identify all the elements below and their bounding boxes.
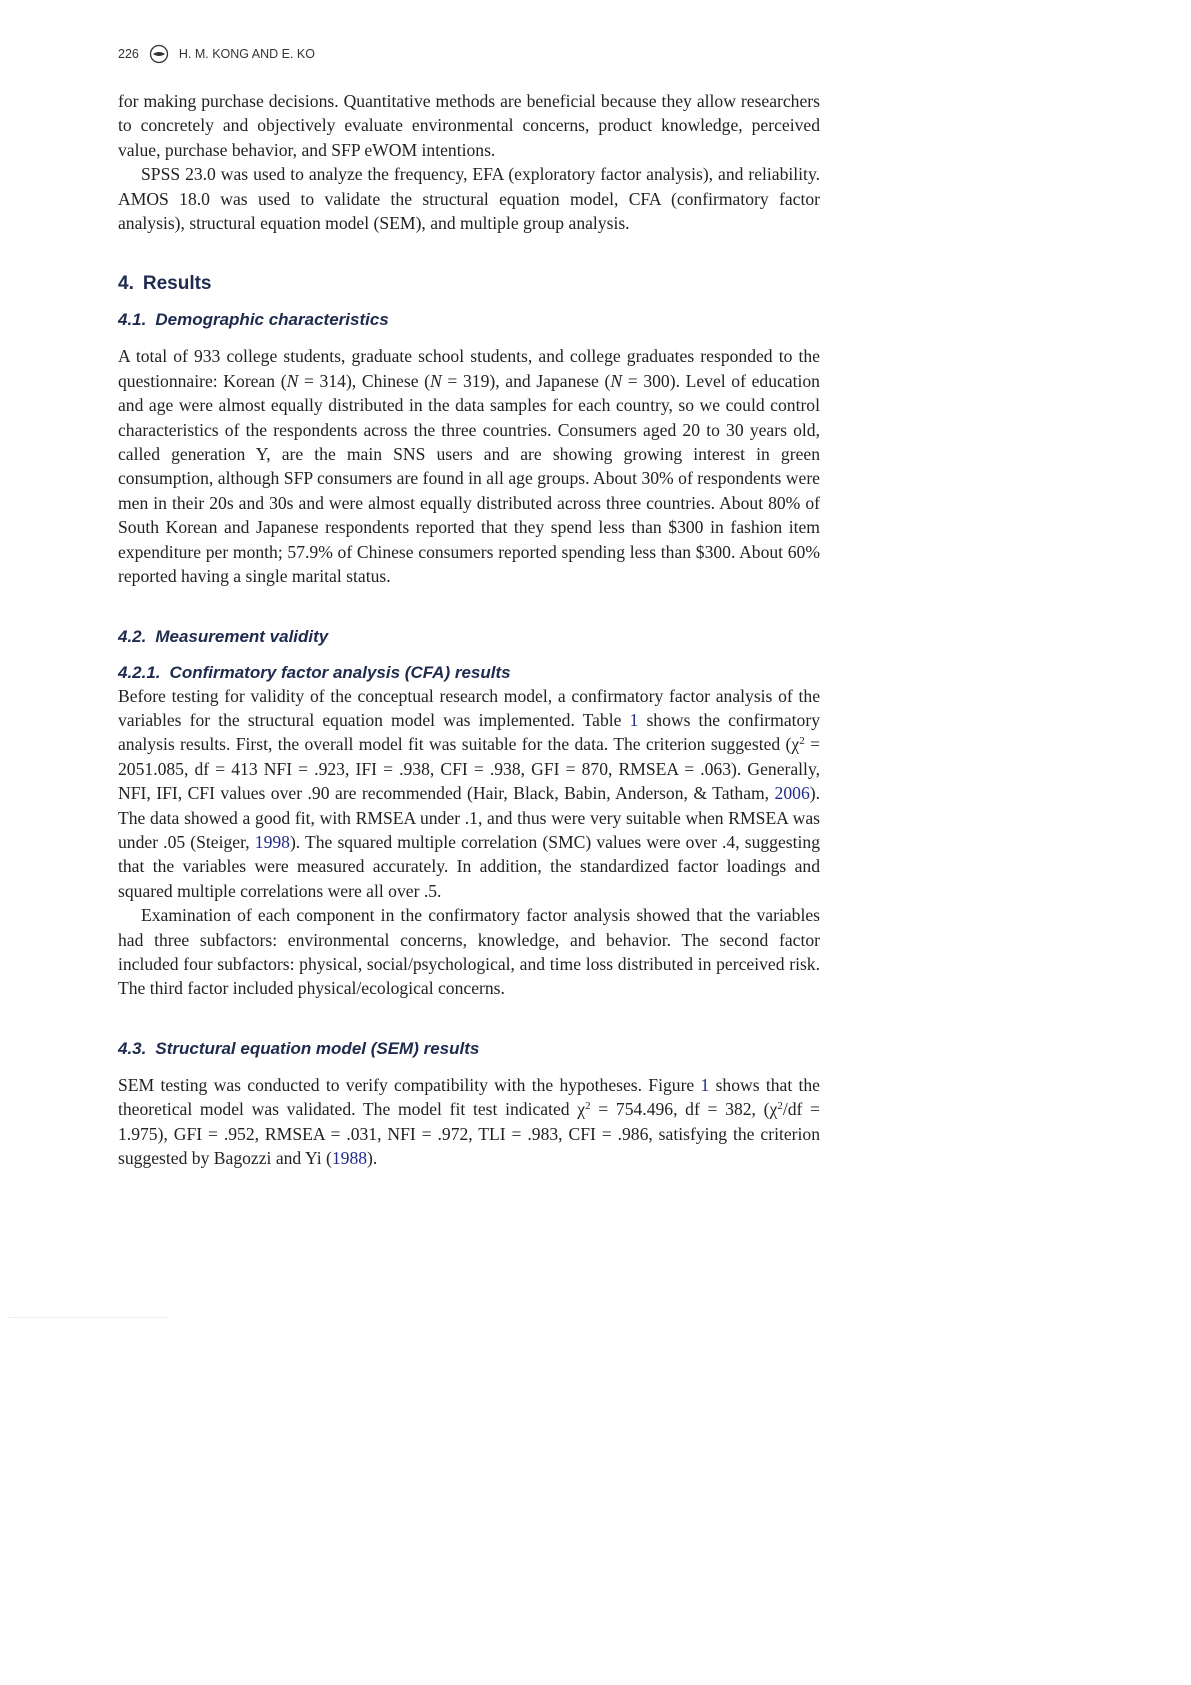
text-run: SEM testing was conducted to verify compatibility with the hypotheses. Figure (118, 1074, 701, 1095)
subsubsection-heading-4-2-1 (118, 663, 820, 683)
superscript: 2 (799, 735, 805, 748)
citation-1988-link[interactable]: 1988 (331, 1148, 368, 1168)
citation-2006-link[interactable]: 2006 (774, 783, 810, 804)
cfa-section (118, 684, 820, 1001)
superscript: 2 (777, 1100, 783, 1113)
subsubsection-number: 4.2.1. (118, 662, 161, 682)
intro-section (118, 89, 820, 235)
text-run: = 319), and Japanese ( (441, 370, 611, 391)
running-header (118, 44, 820, 64)
page-number: 226 (118, 47, 139, 61)
text-run: shows that the theoretical model was validated. The model fit test indicated χ (118, 1074, 820, 1120)
figure-1-link[interactable]: 1 (700, 1074, 710, 1095)
text-run: shows the confirmatory analysis results. First, the overall model fit was suitable for the data. The criterion suggested (χ (118, 709, 820, 755)
sem-section (118, 1073, 820, 1171)
section-heading-results (118, 273, 820, 295)
n-symbol: N (286, 370, 299, 391)
sem-paragraph (118, 1073, 820, 1171)
subsection-title: Measurement validity (155, 626, 329, 646)
intro-paragraph-2: SPSS 23.0 was used to analyze the frequency, EFA (exploratory factor analysis), and reliability. AMOS 18.0 was used to validate the structural equation model, CFA (confirmatory factor analysis), structural equation model (SEM), and multiple group analysis. (118, 164, 820, 234)
running-authors: H. M. KONG AND E. KO (178, 47, 315, 61)
subsection-heading-4-2 (118, 627, 820, 647)
text-run: = 314), Chinese ( (298, 370, 431, 391)
text-run: A total of 933 college students, graduate school students, and college graduates responded to the questionnaire: Korean ( (118, 346, 820, 391)
demographics-section (118, 344, 820, 588)
section-number: 4. (118, 273, 134, 295)
subsection-heading-4-3 (118, 1039, 820, 1059)
intro-paragraph-1: for making purchase decisions. Quantitative methods are beneficial because they allow researchers to concretely and objectively evaluate environmental concerns, product knowledge, perceived value, purchase behavior, and SFP eWOM intentions. (118, 91, 820, 160)
section-title: Results (142, 273, 212, 295)
footer-rule (8, 1317, 168, 1318)
subsection-number: 4.3. (118, 1038, 147, 1058)
subsection-heading-4-1 (118, 310, 820, 330)
subsubsection-title: Confirmatory factor analysis (CFA) results (169, 662, 511, 682)
text-run: ). (367, 1148, 378, 1168)
subsection-title: Structural equation model (SEM) results (155, 1038, 480, 1058)
superscript: 2 (585, 1100, 591, 1113)
table-1-link[interactable]: 1 (629, 709, 639, 730)
citation-1998-link[interactable]: 1998 (254, 831, 290, 852)
subsection-title: Demographic characteristics (155, 310, 389, 330)
n-symbol: N (430, 370, 442, 391)
text-run: Before testing for validity of the conceptual research model, a confirmatory factor analysis of the variables for the structural equation model was implemented. Table (118, 685, 820, 730)
cfa-paragraph-1 (118, 684, 820, 904)
n-symbol: N (610, 370, 623, 391)
text-run: ). The data showed a good fit, with RMSEA under .1, and thus were very suitable when RMSEA was under .05 (Steiger, (118, 783, 820, 852)
cfa-paragraph-2: Examination of each component in the confirmatory factor analysis showed that the variables had three subfactors: environmental concerns, knowledge, and behavior. The second factor included four subfactors: physical, social/psychological, and time loss distributed in perceived risk. The third factor included physical/ecological concerns. (118, 905, 820, 999)
journal-logo-icon (149, 44, 169, 64)
subsection-number: 4.2. (118, 626, 147, 646)
page (118, 44, 820, 1170)
text-run: = 2051.085, df = 413 NFI = .923, IFI = .938, CFI = .938, GFI = 870, RMSEA = .063). Generally, NFI, IFI, CFI values over .90 are recommended (Hair, Black, Babin, Anderson, & Tatham, (118, 734, 820, 804)
subsection-number: 4.1. (118, 310, 147, 330)
text-run: ). The squared multiple correlation (SMC) values were over .4, suggesting that the variables were measured accurately. In addition, the standardized factor loadings and squared multiple correlations were all over .5. (118, 831, 820, 901)
text-run: = 300). Level of education and age were almost equally distributed in the data samples for each country, so we could control characteristics of the respondents across the three countries. Consumers aged 20 to 30 years old, called generation Y, are the main SNS users and are showing growing interest in green consumption, although SFP consumers are found in all age groups. About 30% of respondents were men in their 20s and 30s and were almost equally distributed across three countries. About 80% of South Korean and Japanese respondents reported that they spend less than $300 in fashion item expenditure per month; 57.9% of Chinese consumers reported spending less than $300. About 60% reported having a single marital status. (118, 370, 820, 587)
text-run: = 754.496, df = 382, (χ (590, 1099, 778, 1120)
demographics-paragraph (118, 344, 820, 588)
text-run: /df = 1.975), GFI = .952, RMSEA = .031, NFI = .972, TLI = .983, CFI = .986, satisfying the criterion suggested by Bagozzi and Yi ( (118, 1099, 820, 1168)
